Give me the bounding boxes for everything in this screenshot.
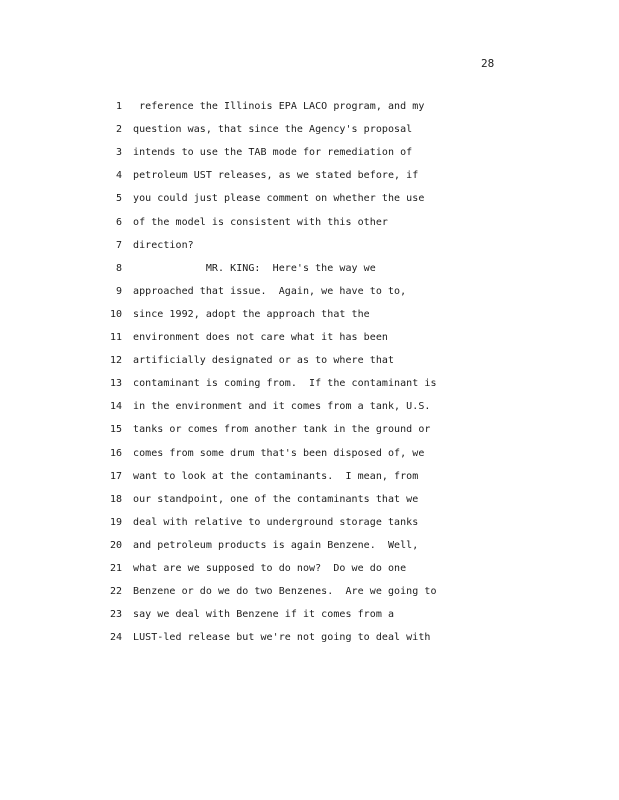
line-number: 23 (109, 609, 122, 620)
transcript-line (0, 146, 619, 160)
line-text: question was, that since the Agency's proposal (133, 124, 413, 135)
transcript-line (0, 285, 619, 299)
page-number: 28 (481, 57, 495, 70)
line-text: deal with relative to underground storage tanks (133, 517, 419, 528)
line-text: contaminant is coming from. If the contaminant is (133, 378, 437, 389)
transcript-line (0, 631, 619, 645)
line-number: 6 (115, 217, 122, 228)
line-number: 16 (109, 448, 122, 459)
transcript-line (0, 400, 619, 414)
line-text: tanks or comes from another tank in the ground or (133, 424, 431, 435)
transcript-line (0, 308, 619, 322)
transcript-line (0, 192, 619, 206)
line-text: LUST-led release but we're not going to deal with (133, 632, 431, 643)
line-number: 5 (115, 193, 122, 204)
line-text: you could just please comment on whether the use (133, 193, 425, 204)
transcript-line (0, 516, 619, 530)
line-text: environment does not care what it has been (133, 332, 388, 343)
line-text: since 1992, adopt the approach that the (133, 309, 370, 320)
line-text: of the model is consistent with this other (133, 217, 388, 228)
line-text: our standpoint, one of the contaminants that we (133, 494, 419, 505)
line-number: 2 (115, 124, 122, 135)
line-text: artificially designated or as to where that (133, 355, 395, 366)
transcript-line (0, 423, 619, 437)
line-number: 12 (109, 355, 122, 366)
transcript-line (0, 539, 619, 553)
transcript-line (0, 331, 619, 345)
line-number: 20 (109, 540, 122, 551)
line-text: approached that issue. Again, we have to to, (133, 286, 407, 297)
line-text: and petroleum products is again Benzene. Well, (133, 540, 419, 551)
line-number: 8 (115, 263, 122, 274)
line-number: 21 (109, 563, 122, 574)
transcript-line (0, 216, 619, 230)
line-text: what are we supposed to do now? Do we do one (133, 563, 407, 574)
transcript-line (0, 169, 619, 183)
line-text: Benzene or do we do two Benzenes. Are we going to (133, 586, 437, 597)
line-text: in the environment and it comes from a tank, U.S. (133, 401, 431, 412)
transcript-line (0, 493, 619, 507)
line-text: intends to use the TAB mode for remediation of (133, 147, 413, 158)
transcript-line (0, 354, 619, 368)
line-text: direction? (133, 240, 194, 251)
transcript-line (0, 262, 619, 276)
line-number: 14 (109, 401, 122, 412)
line-text: petroleum UST releases, as we stated before, if (133, 170, 419, 181)
transcript-line (0, 100, 619, 114)
transcript-line (0, 239, 619, 253)
line-number: 11 (109, 332, 122, 343)
line-number: 9 (115, 286, 122, 297)
line-number: 17 (109, 471, 122, 482)
line-number: 7 (115, 240, 122, 251)
line-text: say we deal with Benzene if it comes from a (133, 609, 395, 620)
line-number: 18 (109, 494, 122, 505)
transcript-line (0, 447, 619, 461)
line-number: 13 (109, 378, 122, 389)
line-number: 3 (115, 147, 122, 158)
transcript-line (0, 123, 619, 137)
line-text: MR. KING: Here's the way we (133, 263, 376, 274)
line-text: want to look at the contaminants. I mean, from (133, 471, 419, 482)
transcript-line (0, 470, 619, 484)
transcript-line (0, 562, 619, 576)
line-number: 24 (109, 632, 122, 643)
transcript-line (0, 585, 619, 599)
line-text: comes from some drum that's been disposed of, we (133, 448, 425, 459)
line-number: 4 (115, 170, 122, 181)
line-number: 19 (109, 517, 122, 528)
transcript-line (0, 608, 619, 622)
line-number: 10 (109, 309, 122, 320)
line-number: 1 (115, 101, 122, 112)
transcript-line (0, 377, 619, 391)
line-number: 15 (109, 424, 122, 435)
line-number: 22 (109, 586, 122, 597)
line-text: reference the Illinois EPA LACO program, and my (133, 101, 425, 112)
